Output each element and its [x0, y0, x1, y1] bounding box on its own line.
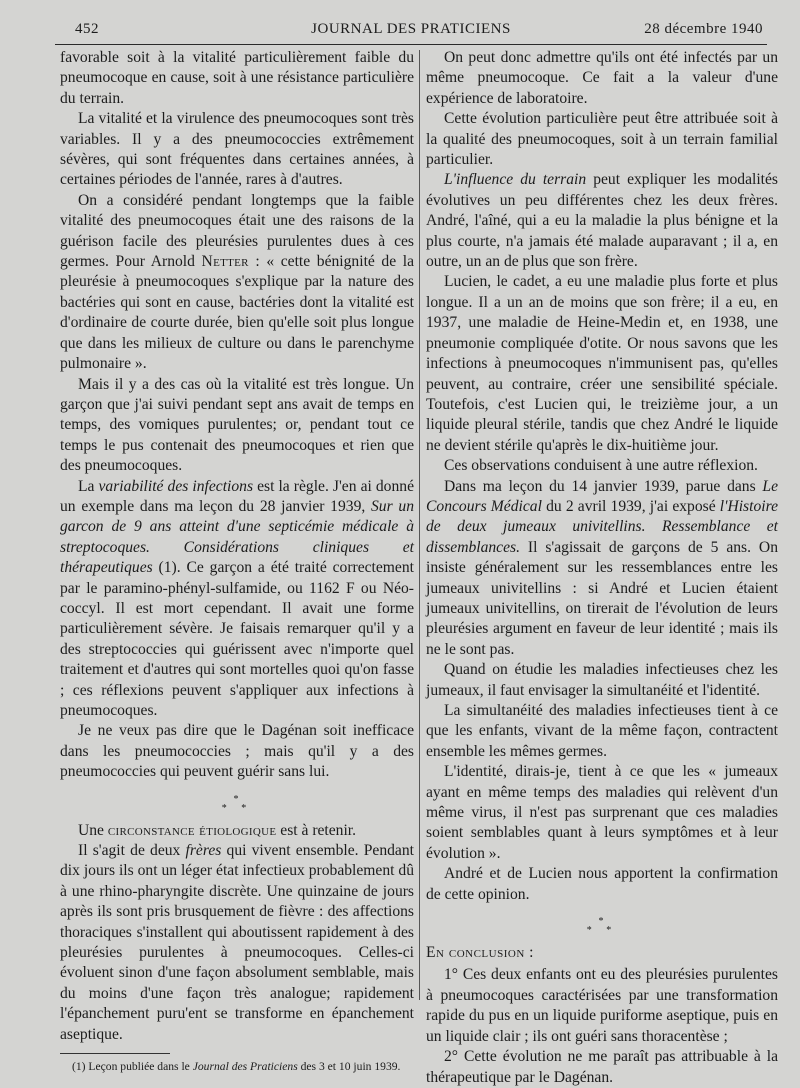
issue-date: 28 décembre 1940: [644, 21, 763, 37]
paragraph: Une circonstance étiologique est à retenir.: [78, 821, 357, 839]
conclusion-item: 1° Ces deux enfants ont eu des pleurésies purulentes à pneumocoques caractérisées par une transformation rapide du pus en un liquide puriforme aseptique, puis en un liquide clair ; ils ont guéri sans thoracentèse ;: [426, 966, 778, 1045]
paragraph: Cette évolution particulière peut être attribuée soit à la qualité des pneumocoques, soit à un terrain familial particulier.: [426, 110, 778, 169]
paragraph: Il s'agit de deux frères qui vivent ensemble. Pendant dix jours ils ont un léger état infectieux probablement dû à une rhino-pharyngite discrète. Une quinzaine de jours après ils sont pris brusquement de fièvre : des affections thoraciques s'installent qui aboutissent rapidement à des pleurésies purulentes à pneumocoques. Celles-ci évoluent sinon d'une façon absolument semblable, mais du moins d'une façon très analogue; rapidement l'épanchement puru'ent se transforme en épanchement aseptique.: [60, 842, 414, 1043]
left-column: [60, 48, 414, 1073]
paragraph: Ces observations conduisent à une autre réflexion.: [444, 457, 758, 475]
paragraph: La vitalité et la virulence des pneumocoques sont très variables. Il y a des pneumococcies extrêmement sévères, qui sont fréquentes dans certaines années, à certaines périodes de l'année, rares à d'autres.: [60, 110, 414, 189]
paragraph: La variabilité des infections est la règle. J'en ai donné un exemple dans ma leçon du 28 janvier 1939, Sur un garcon de 9 ans atteint d'une septicémie médicale à streptocoques. Considérations cliniques et thérapeutiques (1). Ce garçon a été traité correctement par le paramino-phényl-sulfamide, ou 1162 F ou Néo-coccyl. Il est mort cependant. Il avait une forme particulièrement sévère. Je faisais remarquer qu'il y a des streptococcies qui guérissent avec n'importe quel traitement et d'autres qui sont mortelles quoi qu'on fasse ; ces réflexions peuvent s'appliquer aux infections à pneumocoques.: [60, 477, 414, 719]
paragraph: Lucien, le cadet, a eu une maladie plus forte et plus longue. Il a un an de moins que son frère; il a eu, en 1937, une maladie de Heine-Medin et, en 1938, une pneumonie compliquée d'otite. Or nous savons que les infections à pneumocoques n'immunisent pas, qu'elles peuvent, au contraire, créer une sensibilité spéciale. Toutefois, c'est Lucien qui, le treizième jour, a un liquide pleural stérile, tandis que chez André le liquide ne devient stérile qu'après le dix-huitième jour.: [426, 273, 778, 454]
page-number: 452: [75, 21, 99, 37]
column-divider: [419, 50, 420, 1000]
paragraph: L'identité, dirais-je, tient à ce que les « jumeaux ayant en même temps des maladies qui relèvent d'un même virus, il n'est pas surprenant que ces maladies soient semblables quant à leurs symptômes et à leur évolution ».: [426, 763, 778, 862]
paragraph: favorable soit à la vitalité particulièrement faible du pneumocoque en cause, soit à une résistance particulière du terrain.: [60, 49, 414, 107]
conclusion-heading: En conclusion :: [426, 944, 534, 962]
paragraph: Quand on étudie les maladies infectieuses chez les jumeaux, il faut envisager la simultanéité et l'identité.: [426, 661, 778, 699]
footnote-rule: [60, 1053, 170, 1054]
section-separator: * * *: [221, 793, 253, 814]
running-header: [55, 18, 767, 45]
paragraph: L'influence du terrain peut expliquer les modalités évolutives un peu différentes chez les deux frères. André, l'aîné, qui a eu la maladie la plus bénigne et la plus courte, n'a jamais été malade auparavant ; il a, en outre, un an de plus que son frère.: [426, 171, 778, 271]
paragraph: Mais il y a des cas où la vitalité est très longue. Un garçon que j'ai suivi pendant sept ans avait de temps en temps, des vomiques purulentes; or, pendant tout ce temps le pus contenait des pneumocoques et rien que des pneumocoques.: [60, 375, 414, 475]
lesson-title: Sur un garcon de 9 ans atteint d'une septicémie médicale à streptocoques. Considérations cliniques et thérapeutiques: [60, 497, 414, 577]
author-name: Netter: [201, 253, 249, 271]
conclusion-item: 2° Cette évolution ne me paraît pas attribuable à la thérapeutique par le Dagénan.: [426, 1048, 778, 1086]
paragraph: Dans ma leçon du 14 janvier 1939, parue dans Le Concours Médical du 2 avril 1939, j'ai exposé l'Histoire de deux jumeaux univitellins. Ressemblance et dissemblances. Il s'agissait de garçons de 5 ans. On insiste généralement sur les ressemblances entre les jumeaux univitellins : si André et Lucien étaient jumeaux univitellins, on tirerait de l'évolution de leurs pleurésies argument en faveur de leur identité ; mais ils ne le sont pas.: [426, 477, 778, 658]
paragraph: On peut donc admettre qu'ils ont été infectés par un même pneumocoque. Ce fait a la valeur d'une expérience de laboratoire.: [426, 49, 778, 107]
paragraph: On a considéré pendant longtemps que la faible vitalité des pneumocoques était une des raisons de la guérison facile des pleurésies purulentes dues à ces germes. Pour Arnold Netter : « cette bénignité de la pleurésie à pneumocoques s'explique par la nature des bactéries qui sont en cause, bactéries dont la vitalité est d'ordinaire de courte durée, bien qu'elle soit plus longue que dans les milieux de culture ou dans le parenchyme pulmonaire ».: [60, 191, 414, 373]
paragraph: Je ne veux pas dire que le Dagénan soit inefficace dans les pneumococcies ; mais qu'il y a des pneumococcies qui peuvent guérir sans lui.: [60, 722, 414, 781]
journal-title: JOURNAL DES PRATICIENS: [311, 21, 511, 37]
section-separator: * * *: [586, 916, 618, 937]
paragraph: André et de Lucien nous apportent la confirmation de cette opinion.: [426, 865, 778, 903]
footnote: (1) Leçon publiée dans le Journal des Praticiens des 3 et 10 juin 1939.: [72, 1060, 401, 1074]
paragraph: La simultanéité des maladies infectieuses tient à ce que les enfants, vivant de la même façon, contractent ensemble les mêmes germes.: [426, 702, 778, 760]
right-column: [426, 48, 778, 1088]
